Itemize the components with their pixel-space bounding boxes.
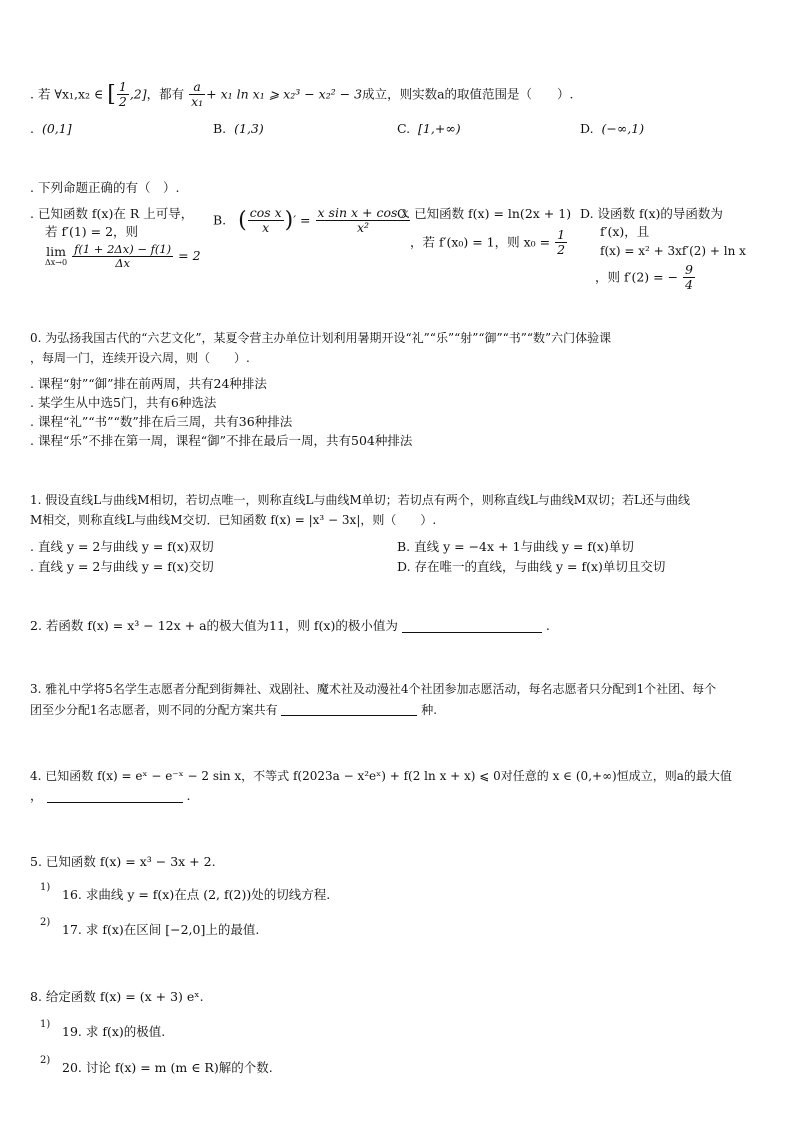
q14-answer-blank[interactable] (47, 791, 183, 803)
q13-answer-blank[interactable] (281, 704, 417, 716)
q9-option-c-line2: ，若 f′(x₀) = 1，则 x₀ = $\frac{1}{2}$ (410, 227, 566, 258)
q10-option-b: . 某学生从中选5门，共有6种选法 (30, 395, 217, 410)
q9-option-a-line2: 若 f′(1) = 2，则 (45, 224, 139, 239)
q11-option-d: D. 存在唯一的直线，与曲线 y = f(x)单切且交切 (397, 559, 666, 574)
q8-interval-fraction: $\frac{1}{2}$ (118, 79, 127, 110)
q8-interval-left: [ (107, 81, 116, 107)
q9-option-d-line3: f(x) = x² + 3xf′(2) + ln x (600, 244, 746, 258)
q10-line2: ，每周一门，连续开设六周，则（ ）. (30, 351, 250, 365)
q8-interval-rest: ,2] (129, 86, 147, 102)
q11-option-a: . 直线 y = 2与曲线 y = f(x)双切 (30, 539, 214, 554)
q14-line2: ， . (30, 788, 191, 803)
q9-option-a-limit: lim Δx→0 $\frac{f(1 + 2\Delta x) - f(1)}{\Delta x}$ = 2 (45, 242, 201, 271)
q12: 2. 若函数 f(x) = x³ − 12x + a的极大值为11，则 f(x)的极小值为 . (30, 618, 550, 633)
q15-sub1-marker: 1) (40, 882, 51, 893)
q8-stem-mid: ，都有 (146, 86, 189, 102)
q9-option-b: B. ( $\frac{\text{cos x}}{x}$ )′ = $\frac{\text{x sin x + cos x}}{\text{x²}}$ (213, 205, 409, 236)
q9-option-d-line1: D. 设函数 f(x)的导函数为 (580, 206, 723, 221)
q18-sub2-marker: 2) (40, 1055, 51, 1066)
q10-option-d: . 课程“乐”不排在第一周，课程“御”不排在最后一周，共有504种排法 (30, 433, 413, 448)
q15-sub2-marker: 2) (40, 917, 51, 928)
q11-line2: M相交，则称直线L与曲线M交切．已知函数 f(x) = |x³ − 3x|，则（ ）. (30, 513, 437, 527)
q9-option-a-fraction: $\frac{f(1 + 2\Delta x) - f(1)}{\Delta x}$ (74, 242, 172, 271)
q8-stem-suffix: 成立，则实数a的取值范围是（ ）. (362, 86, 574, 102)
q8-option-b: B. (1,3) (213, 121, 264, 136)
q11-option-c: . 直线 y = 2与曲线 y = f(x)交切 (30, 559, 214, 574)
q8-option-d: D. (−∞,1) (580, 121, 645, 136)
q9-option-b-lhs: $\frac{\text{cos x}}{x}$ (249, 205, 282, 236)
q10-line1: 0. 为弘扬我国古代的“六艺文化”，某夏令营主办单位计划利用暑期开设“礼”“乐”“射”“御”“书”“数”六门体验课 (30, 331, 612, 345)
q8-inequality-rest: + x₁ ln x₁ ⩾ x₂³ − x₂² − 3 (206, 86, 363, 102)
q14-line1: 4. 已知函数 f(x) = eˣ − e⁻ˣ − 2 sin x，不等式 f(2023a − x²eˣ) + f(2 ln x + x) ⩽ 0对任意的 x ∈ (0,+∞)恒成立，则a的最大值 (30, 769, 732, 783)
q10-option-c: . 课程“礼”“书”“数”排在后三周，共有36种排法 (30, 414, 293, 429)
q18-stem: 8. 给定函数 f(x) = (x + 3) eˣ. (30, 989, 204, 1004)
q15-sub1: 16. 求曲线 y = f(x)在点 (2, f(2))处的切线方程. (62, 887, 331, 902)
q8-inequality-fraction: $\frac{a}{\text{x₁}}$ (191, 79, 204, 110)
q9-option-c-line1: C. 已知函数 f(x) = ln(2x + 1) (397, 206, 572, 221)
q9-option-d-line2: f′(x)，且 (600, 224, 650, 239)
q13-line1: 3. 雅礼中学将5名学生志愿者分配到街舞社、戏剧社、魔术社及动漫社4个社团参加志愿活动，每名志愿者只分配到1个社团、每个 (30, 682, 717, 696)
q12-text: 2. 若函数 f(x) = x³ − 12x + a的极大值为11，则 f(x)的极小值为 (30, 618, 398, 633)
q8-stem (30, 80, 574, 110)
q9-option-d-fraction: $\frac{9}{4}$ (685, 262, 693, 293)
q18-sub1: 19. 求 f(x)的极值. (62, 1024, 166, 1039)
q9-lim-sub: Δx→0 (45, 257, 68, 267)
q8-option-a: . (0,1] (30, 121, 72, 136)
q9-lim: lim (46, 244, 66, 260)
q8-stem-prefix: . 若 ∀x₁,x₂ ∈ (30, 86, 108, 102)
q12-answer-blank[interactable] (402, 621, 542, 633)
q9-option-b-rhs: $\frac{\text{x sin x + cos x}}{\text{x²}}$ (317, 205, 409, 236)
q9-option-d-line4: ，则 f′(2) = − $\frac{9}{4}$ (595, 262, 693, 293)
q11-option-b: B. 直线 y = −4x + 1与曲线 y = f(x)单切 (397, 539, 634, 554)
q9-option-a-line1: . 已知函数 f(x)在 R 上可导， (30, 206, 194, 221)
q10-option-a: . 课程“射”“御”排在前两周，共有24种排法 (30, 376, 267, 391)
q15-sub2: 17. 求 f(x)在区间 [−2,0]上的最值. (62, 922, 260, 937)
q18-sub2: 20. 讨论 f(x) = m (m ∈ R)解的个数. (62, 1060, 273, 1075)
q9-stem: . 下列命题正确的有（ ）. (30, 180, 180, 195)
q9-option-c-fraction: $\frac{1}{2}$ (557, 227, 566, 258)
q15-stem: 5. 已知函数 f(x) = x³ − 3x + 2. (30, 854, 216, 869)
q18-sub1-marker: 1) (40, 1019, 51, 1030)
q8-option-c: C. [1,+∞) (397, 121, 461, 136)
q13-line2: 团至少分配1名志愿者，则不同的分配方案共有 种. (30, 703, 438, 717)
q11-line1: 1. 假设直线L与曲线M相切，若切点唯一，则称直线L与曲线M单切；若切点有两个，则称直线L与曲线M双切；若L还与曲线 (30, 493, 691, 507)
